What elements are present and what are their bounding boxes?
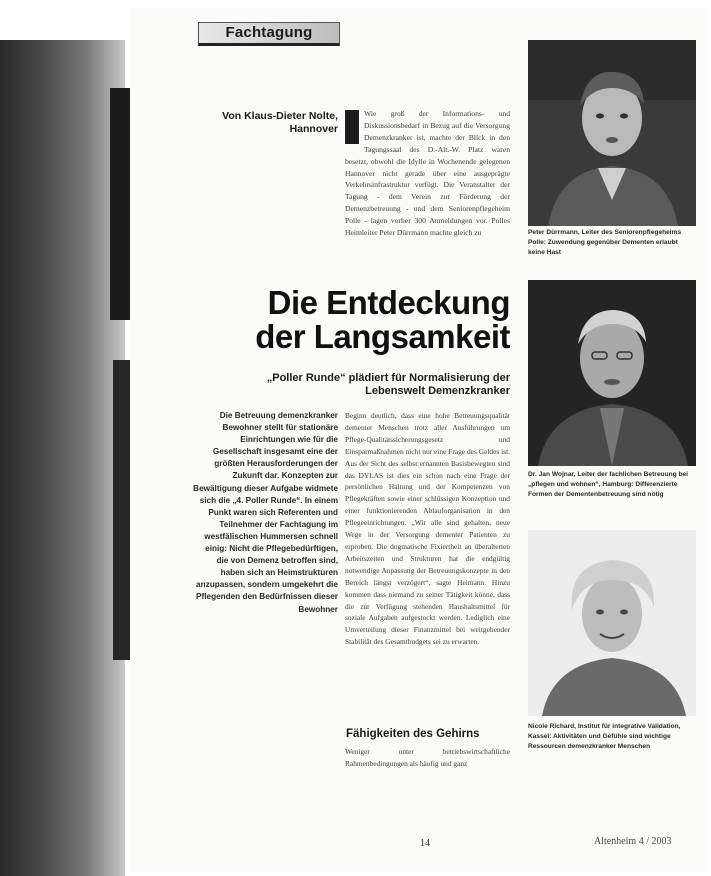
page-stack bbox=[0, 0, 150, 876]
folio: Altenheim 4 / 2003 bbox=[594, 836, 672, 847]
drop-cap bbox=[345, 110, 359, 144]
page-number: 14 bbox=[420, 838, 430, 849]
photo-portrait-1 bbox=[528, 40, 696, 226]
section-kicker bbox=[198, 22, 340, 46]
section-heading: Fähigkeiten des Gehirns bbox=[346, 728, 480, 740]
photo-portrait-2 bbox=[528, 280, 696, 466]
photo-portrait-3 bbox=[528, 530, 696, 716]
page-stack-fill bbox=[0, 40, 125, 876]
lead-paragraph: Die Betreuung demenzkranker Bewohner stellt für stationäre Einrichtungen wie für die Gesellschaft insgesamt eine der größten Herausforderungen der Zukunft dar. Konzepten zur Bewältigung dieser Aufgabe widmete sich die „4. Poller Runde“. In einem Punkt waren sich Referenten und Teilnehmer der Fachtagung im westfälischen Hummersen schnell einig: Nicht die Pflegebedürftigen, die von Demenz betroffen sind, haben sich an Heimstrukturen anzupassen, sondern umgekehrt die Pflegenden den Bedürfnissen dieser Bewohner bbox=[193, 411, 338, 614]
intro-text: Wie groß der Informations- und Diskussionsbedarf in Bezug auf die Versorgung Demenzkranker ist, machte der Blick in den Tagungssaal des D.-Alt.-W. Platz waren besetzt, obwohl die Idylle in Wochenende gelegenen Hannover nicht gerade über eine ausgeprägte Verkehrsinfrastruktur verfügt. Die Veranstalter der Tagung - dem Verein zur Förderung der Demenzbetreuung - und dem Seniorenpflegeheim Polle - lagen vorher 300 Anmeldungen vor. Polles Heimleiter Peter Dürrmann machte gleich zu bbox=[345, 109, 510, 238]
byline: Von Klaus-Dieter Nolte, Hannover bbox=[222, 110, 338, 135]
section-kicker-label: Fachtagung bbox=[225, 24, 313, 41]
photo-caption-2: Dr. Jan Wojnar, Leiter der fachlichen Betreuung bei „pflegen und wohnen“, Hamburg: Differenzierte Formen der Dementenbetreuung sind nötig bbox=[528, 471, 688, 498]
body-text: Beginn deutlich, dass eine hohe Betreuungsqualität dementer Menschen trotz aller Ausführungen um Pflege-Qualitätssicherungsgesetz und Einsparmaßnahmen nicht nur eine Frage des Geldes ist. Aus der Sicht des selbst ernannten Basisbewegten sind das DYLAS ist dies ein schon nach eine Frage der persönlichen Haltung und der Kompetenzen von Pflegekräften sowie einer schlüssigen Konzeption und einer funktionierenden Ablauforganisation in den Pflegeeinrichtungen. „Wir alle sind gehalten, neue Wege in der Versorgung dementer Patienten zu erproben. Die dogmatische Fixiertheit an überalterten Arbeitszeiten und Strukturen hat die endgültig notwendige Anpassung der Betreuungskonzepte in den Bereich längst verzögert“, sagte Heimann. Hinzu kommen dass niemand zu seiner Tätigkeit könne, dass die zur Verfügung stehenden Haushaltsmittel für soziale Aufgaben aufgestockt werden. Lediglich eine Umverteilung dieser Finanzmittel bei weitgehender Stabilität des Gesamtbudgets sei zu erwarten. bbox=[345, 411, 510, 647]
photo-caption-1: Peter Dürrmann, Leiter des Seniorenpflegeheims Polle: Zuwendung gegenüber Dementen erlaubt keine Hast bbox=[528, 229, 682, 256]
photo-caption-3: Nicole Richard, Institut für integrative Validation, Kassel: Aktivitäten und Gefühle sind wichtige Ressourcen demenzkranker Menschen bbox=[528, 723, 681, 750]
intro-paragraph bbox=[345, 108, 510, 239]
subheadline: „Poller Runde“ plädiert für Normalisierung der Lebenswelt Demenzkranker bbox=[266, 372, 510, 397]
section-body-text: Weniger unter betriebswirtschaftliche Rahmenbedingungen als häufig und ganz bbox=[345, 747, 510, 768]
headline-line-2: der Langsamkeit bbox=[255, 318, 510, 355]
headline-line-1: Die Entdeckung bbox=[267, 284, 510, 321]
headline bbox=[210, 286, 510, 354]
